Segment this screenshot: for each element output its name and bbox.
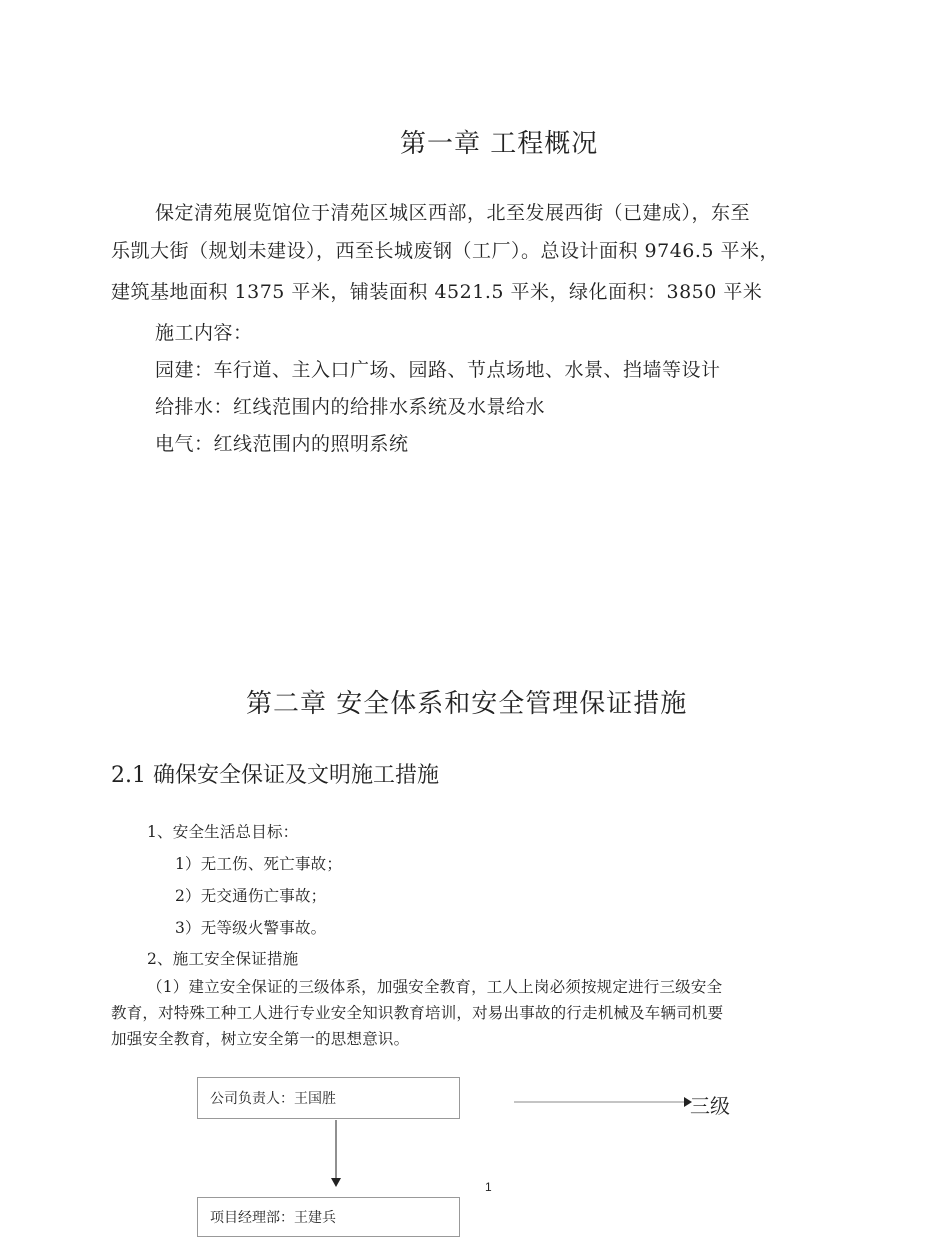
measure-line-1: （1）建立安全保证的三级体系，加强安全教育，工人上岗必须按规定进行三级安全 (147, 978, 723, 996)
org-box-project-manager (197, 1197, 460, 1237)
level-label: 三级 (690, 1094, 730, 1118)
scope-item-electrical: 电气：红线范围内的照明系统 (155, 433, 409, 455)
down-arrow-head (331, 1178, 341, 1187)
chapter-2-title: 第二章 安全体系和安全管理保证措施 (246, 689, 688, 719)
measure-line-3: 加强安全教育，树立安全第一的思想意识。 (111, 1030, 410, 1048)
overview-line-2: 乐凯大街（规划未建设），西至长城废钢（工厂）。总设计面积 9746.5 平米， (111, 240, 780, 262)
scope-label: 施工内容： (155, 322, 253, 344)
scope-item-landscape: 园建：车行道、主入口广场、园路、节点场地、水景、挡墙等设计 (155, 359, 721, 381)
org-box-company-head (197, 1077, 460, 1119)
goal-item: 1）无工伤、死亡事故； (175, 855, 343, 873)
overview-line-1: 保定清苑展览馆位于清苑区城区西部，北至发展西街（已建成），东至 (155, 202, 751, 224)
measures-heading: 2、施工安全保证措施 (147, 950, 299, 968)
org-box-company-head-label: 公司负责人：王国胜 (210, 1091, 336, 1107)
chapter-1-title: 第一章 工程概况 (400, 129, 599, 159)
goal-item: 3）无等级火警事故。 (175, 919, 327, 937)
goal-heading: 1、安全生活总目标： (147, 823, 299, 841)
org-box-project-manager-label: 项目经理部：王建兵 (210, 1210, 336, 1226)
measure-line-2: 教育，对特殊工种工人进行专业安全知识教育培训，对易出事故的行走机械及车辆司机要 (111, 1004, 724, 1022)
page-number: 1 (485, 1180, 492, 1194)
goal-item: 2）无交通伤亡事故； (175, 887, 327, 905)
section-title: 2.1 确保安全保证及文明施工措施 (111, 763, 439, 788)
overview-line-3: 建筑基地面积 1375 平米，铺装面积 4521.5 平米，绿化面积：3850 平米 (111, 281, 763, 303)
scope-item-plumbing: 给排水：红线范围内的给排水系统及水景给水 (155, 396, 546, 418)
